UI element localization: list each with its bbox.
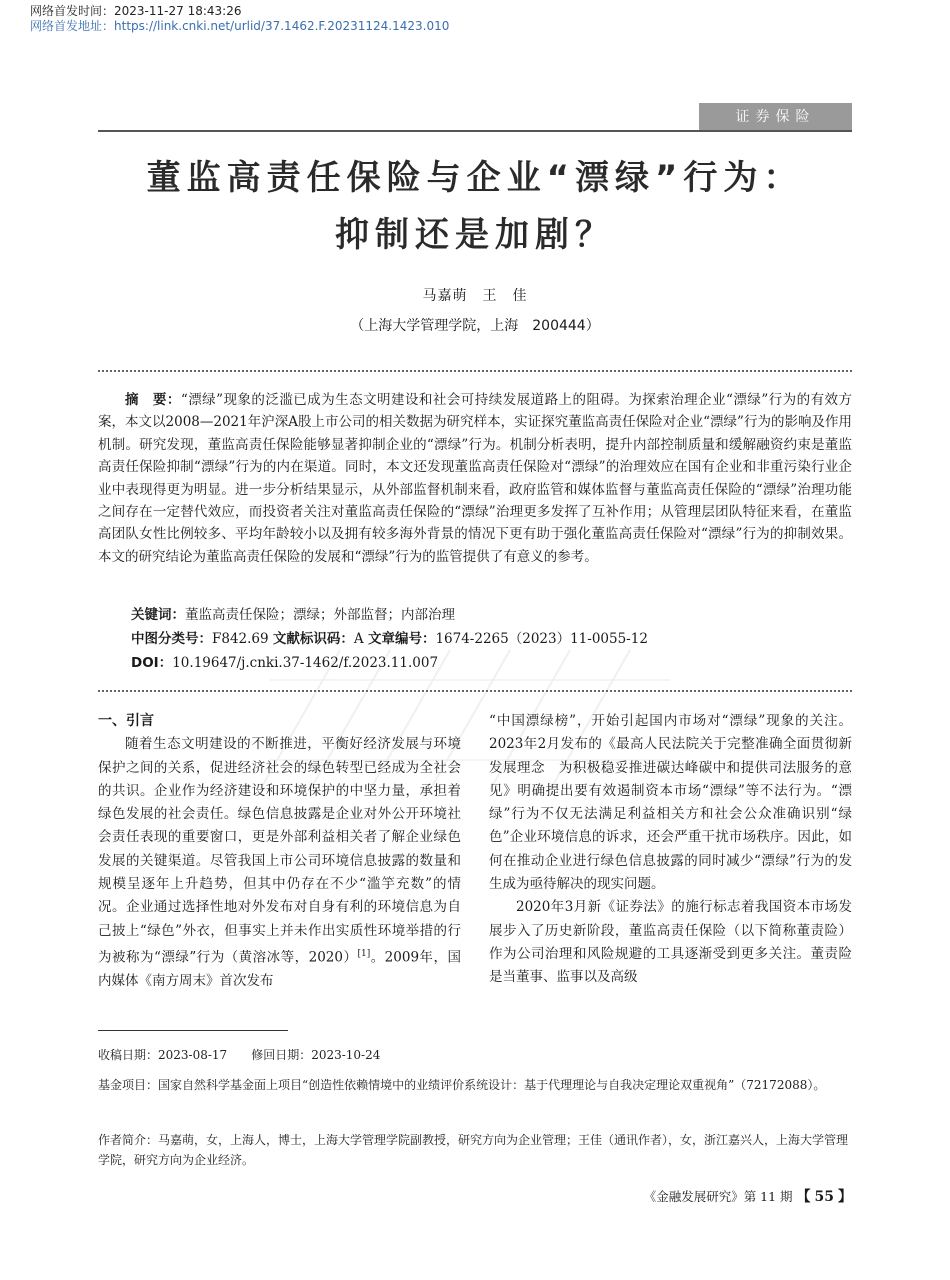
bracket-close: 】 (838, 1189, 852, 1205)
footnote-fund: 基金项目：国家自然科学基金面上项目“创造性依赖情境中的业绩评价系统设计：基于代理理论与自我决定理论双重视角”（72172088）。 (98, 1078, 826, 1092)
intro-paragraph-tail: 。2009年，国内媒体《南方周末》首次发布 (98, 949, 461, 989)
clc-label: 中图分类号： (131, 631, 212, 647)
abstract-label: 摘 要： (125, 392, 181, 408)
online-time: 2023-11-27 18:43:26 (114, 4, 242, 18)
doi-line (131, 653, 438, 673)
authors: 马嘉萌 王 佳 (422, 288, 528, 304)
paper-title-line-2: 抑制还是加剧？ (335, 215, 615, 255)
body-paragraph (98, 733, 461, 993)
section-tag: 证券保险 (699, 103, 852, 131)
online-time-line (30, 4, 241, 19)
online-url-link[interactable]: https://link.cnki.net/urlid/37.1462.F.20231124.1423.010 (114, 19, 450, 33)
abstract-text: “漂绿”现象的泛滥已成为生态文明建设和社会可持续发展道路上的阻碍。为探索治理企业“漂绿”行为的有效方案，本文以2008—2021年沪深A股上市公司的相关数据为研究样本，实证探究董监高责任保险对企业“漂绿”行为的影响及作用机制。研究发现，董监高责任保险能够显著抑制企业的“漂绿”行为。机制分析表明，提升内部控制质量和缓解融资约束是董监高责任保险抑制“漂绿”行为的内在渠道。同时，本文还发现董监高责任保险对“漂绿”的治理效应在国有企业和非重污染行业企业中表现得更为明显。进一步分析结果显示，从外部监督机制来看，政府监管和媒体监督与董监高责任保险的“漂绿”治理功能之间存在一定替代效应，而投资者关注对董监高责任保险的“漂绿”治理更多发挥了互补作用；从管理层团队特征来看，在董监高团队女性比例较多、平均年龄较小以及拥有较多海外背景的情况下更有助于强化董监高责任保险对“漂绿”行为的抑制效果。本文的研究结论为董监高责任保险的发展和“漂绿”行为的监管提供了有意义的参考。 (98, 392, 852, 565)
doi-label: DOI： (131, 655, 173, 671)
footnote-rule (98, 1030, 288, 1031)
citation-ref[interactable]: [1] (357, 948, 371, 959)
article-no-value: 1674-2265（2023）11-0055-12 (435, 631, 648, 647)
body-paragraph: 2020年3月新《证券法》的施行标志着我国资本市场发展步入了历史新阶段，董监高责任保险（以下简称董责险）作为公司治理和风险规避的工具逐渐受到更多关注。董责险是当董事、监事以及高级 (489, 899, 852, 986)
journal-name: 《金融发展研究》第 11 期 (643, 1189, 793, 1204)
abstract-bottom-divider (98, 690, 852, 692)
body-paragraph-continued: “中国漂绿榜”，开始引起国内市场对“漂绿”现象的关注。2023年2月发布的《最高人民法院关于完整准确全面贯彻新发展理念 为积极稳妥推进碳达峰碳中和提供司法服务的意见》明确提出要有效遏制资本市场“漂绿”等不法行为。“漂绿”行为不仅无法满足利益相关方和社会公众准确识别“绿色”企业环境信息的诉求，还会严重干扰市场秩序。因此，如何在推动企业进行绿色信息披露的同时减少“漂绿”行为的发生成为亟待解决的现实问题。 (489, 713, 852, 893)
doc-code-label: 文献标识码： (272, 631, 354, 647)
article-no-label: 文章编号： (367, 631, 436, 647)
doc-code-value: A (353, 631, 364, 647)
clc-value: F842.69 (212, 631, 269, 647)
bracket-open: 【 (796, 1189, 811, 1205)
keywords-label: 关键词： (131, 607, 185, 623)
doi-value[interactable]: 10.19647/j.cnki.37-1462/f.2023.11.007 (172, 655, 439, 671)
body-left-column (98, 710, 461, 993)
online-url-line (30, 19, 449, 34)
keywords-line (131, 605, 455, 625)
affiliation: （上海大学管理学院，上海 200444） (350, 318, 600, 334)
abstract (98, 389, 852, 568)
online-url-label: 网络首发地址： (30, 19, 115, 33)
footnote-dates: 收稿日期：2023-08-17 修回日期：2023-10-24 (98, 1048, 381, 1062)
abstract-top-divider (98, 370, 852, 372)
footnote-bio: 作者简介：马嘉萌，女，上海人，博士，上海大学管理学院副教授，研究方向为企业管理；王佳（通讯作者），女，浙江嘉兴人，上海大学管理学院，研究方向为企业经济。 (98, 1133, 849, 1167)
online-time-label: 网络首发时间： (30, 4, 115, 18)
paper-title-line-1: 董监高责任保险与企业“漂绿”行为： (146, 158, 804, 198)
intro-paragraph-text: 随着生态文明建设的不断推进，平衡好经济发展与环境保护之间的关系，促进经济社会的绿色转型已经成为全社会的共识。企业作为经济建设和环境保护的中坚力量，承担着绿色发展的社会责任。绿色信息披露是企业对外公开环境社会责任表现的重要窗口，更是外部利益相关者了解企业绿色发展的关键渠道。尽管我国上市公司环境信息披露的数量和规模呈逐年上升趋势，但其中仍存在不少“滥竽充数”的情况。企业通过选择性地对外发布对自身有利的环境信息为自己披上“绿色”外衣，但事实上并未作出实质性环境举措的行为被称为“漂绿”行为（黄溶冰等，2020） (98, 736, 461, 966)
keywords-text: 董监高责任保险；漂绿；外部监督；内部治理 (185, 607, 455, 623)
page-footer (560, 1186, 852, 1206)
top-rule (98, 130, 852, 132)
classification-line (131, 629, 648, 649)
body-right-column (489, 710, 852, 990)
section-heading: 一、引言 (98, 713, 154, 729)
page-number: 55 (814, 1189, 835, 1205)
